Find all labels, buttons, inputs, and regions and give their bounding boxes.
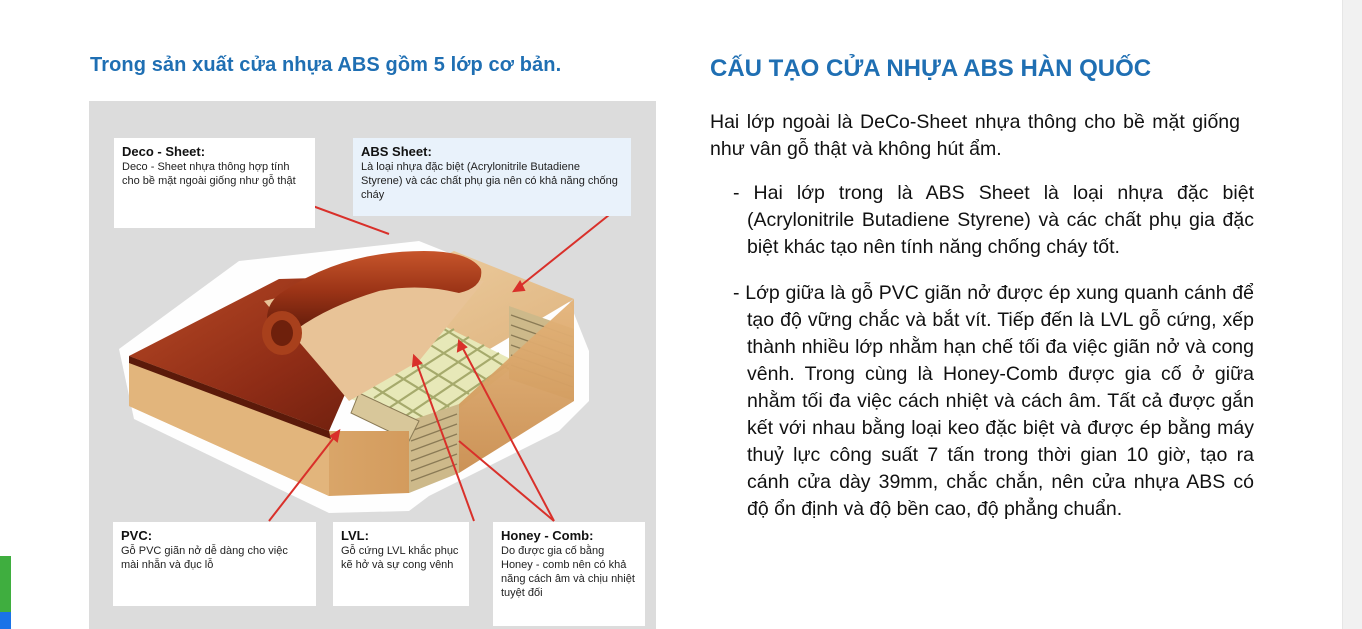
callout-pvc-text: Gỗ PVC giãn nở dễ dàng cho việc mài nhẵn và đục lỗ [121,545,288,571]
section-title: CẤU TẠO CỬA NHỰA ABS HÀN QUỐC [710,55,1152,82]
callout-lvl-text: Gỗ cứng LVL khắc phục kẽ hở và sự cong vênh [341,545,459,571]
paragraph-abs-layers: - Hai lớp trong là ABS Sheet là loại nhựa đặc biệt (Acrylonitrile Butadiene Styrene) và các chất phụ gia đặc biệt khác tạo nên tính năng chống cháy tốt. [733,182,1254,258]
callout-abs-title: ABS Sheet: [361,144,432,159]
callout-lvl-title: LVL: [341,528,369,543]
callout-pvc [113,522,316,606]
floating-edge-tab-blue[interactable] [0,612,11,629]
callout-honey-comb [493,522,645,626]
vertical-scrollbar[interactable] [1342,0,1362,629]
callout-deco-title: Deco - Sheet: [122,144,206,159]
callout-pvc-title: PVC: [121,528,153,543]
callout-lvl [333,522,469,606]
paragraph-outer-layers: Hai lớp ngoài là DeCo-Sheet nhựa thông cho bề mặt giống như vân gỗ thật và không hút ẩm. [710,111,1240,160]
paragraph-core-layers: - Lớp giữa là gỗ PVC giãn nở được ép xung quanh cánh để tạo độ vững chắc và bắt vít. Tiếp đến là LVL gỗ cứng, xếp thành nhiều lớp nhằm hạn chế tối đa việc giãn nở và cong vênh. Trong cùng là Honey-Comb được gia cố ở giữa nhằm tối đa việc cách nhiệt và cách âm. Tất cả được gắn kết với nhau bằng loại keo đặc biệt và được ép bằng máy thuỷ lực công suất 7 tấn trong thời gian 10 giờ, tạo ra cánh cửa dày 39mm, chắc chắn, nên cửa nhựa ABS có độ ổn định và độ bền cao, độ phẳng chuẩn. [733,282,1254,520]
callout-deco-sheet [114,138,315,228]
callout-abs-text: Là loại nhựa đặc biệt (Acrylonitrile Butadiene Styrene) và các chất phụ gia nên có khả năng chống cháy [361,161,618,201]
floating-edge-tab-green[interactable] [0,556,11,612]
door-layers-figure [89,101,656,629]
callout-honey-title: Honey - Comb: [501,528,594,543]
figure-heading: Trong sản xuất cửa nhựa ABS gồm 5 lớp cơ bản. [90,54,562,76]
callout-honey-text: Do được gia cố bằng Honey - comb nên có khả năng cách âm và chịu nhiệt tuyệt đối [501,545,635,599]
callout-deco-text: Deco - Sheet nhựa thông hợp tính cho bề mặt ngoài giống như gỗ thật [122,161,296,187]
callout-abs-sheet [353,138,631,216]
